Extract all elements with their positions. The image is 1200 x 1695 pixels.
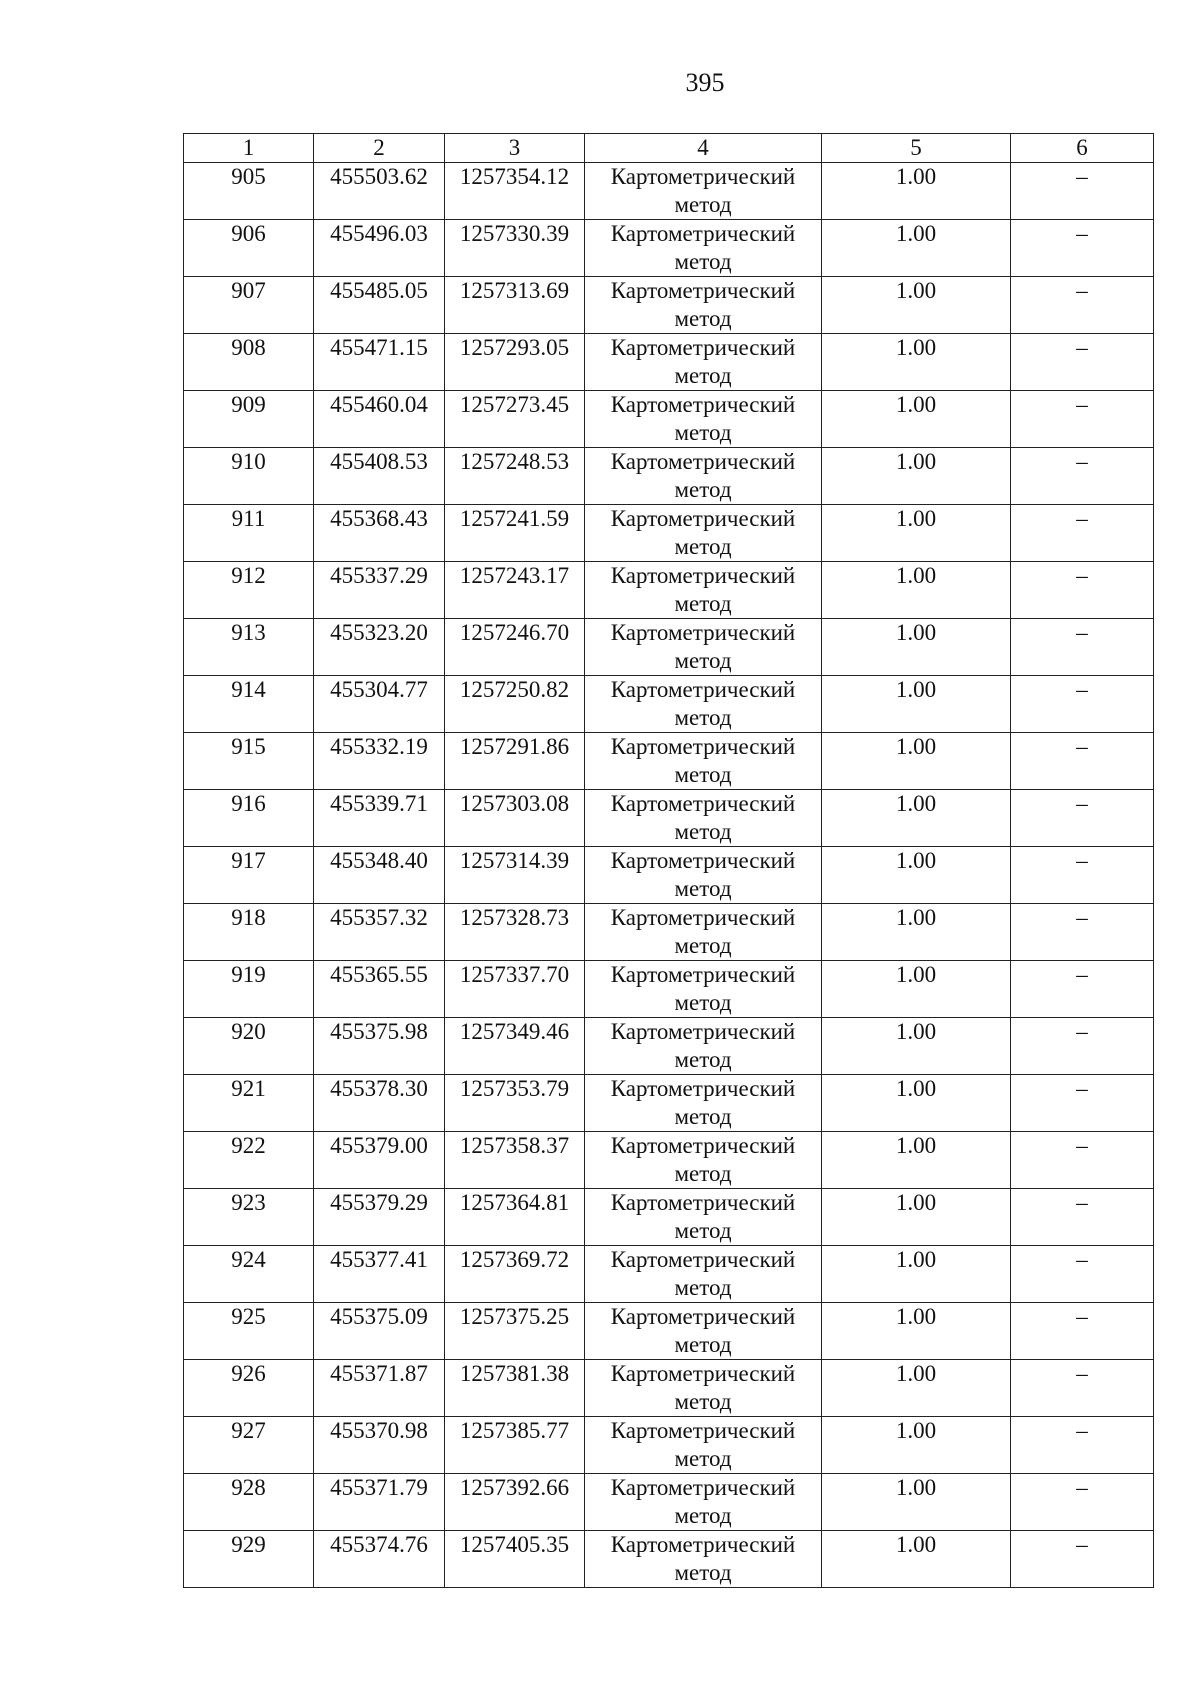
note-cell: – xyxy=(1011,676,1154,733)
y-coordinate-cell: 1257349.46 xyxy=(445,1018,585,1075)
accuracy-cell: 1.00 xyxy=(822,163,1011,220)
note-cell: – xyxy=(1011,334,1154,391)
method-cell xyxy=(585,619,822,676)
y-coordinate-cell: 1257353.79 xyxy=(445,1075,585,1132)
method-cell xyxy=(585,1360,822,1417)
point-number-cell: 915 xyxy=(184,733,314,790)
method-text-line1: Картометрический xyxy=(610,962,796,987)
x-coordinate-cell: 455379.29 xyxy=(314,1189,445,1246)
method-text-line1: Картометрический xyxy=(610,1418,796,1443)
x-coordinate-cell: 455460.04 xyxy=(314,391,445,448)
note-cell: – xyxy=(1011,1189,1154,1246)
y-coordinate-cell: 1257405.35 xyxy=(445,1531,585,1588)
point-number-cell: 909 xyxy=(184,391,314,448)
point-number-cell: 916 xyxy=(184,790,314,847)
method-text-line1: Картометрический xyxy=(610,734,796,759)
note-cell: – xyxy=(1011,1075,1154,1132)
table-row xyxy=(184,676,1154,733)
table-row xyxy=(184,1303,1154,1360)
method-text-line2: метод xyxy=(674,1560,732,1585)
x-coordinate-cell: 455332.19 xyxy=(314,733,445,790)
method-text-line2: метод xyxy=(674,705,732,730)
y-coordinate-cell: 1257358.37 xyxy=(445,1132,585,1189)
y-coordinate-cell: 1257248.53 xyxy=(445,448,585,505)
column-header: 6 xyxy=(1011,134,1154,163)
x-coordinate-cell: 455485.05 xyxy=(314,277,445,334)
method-text-line1: Картометрический xyxy=(610,449,796,474)
point-number-cell: 918 xyxy=(184,904,314,961)
x-coordinate-cell: 455357.32 xyxy=(314,904,445,961)
method-cell xyxy=(585,220,822,277)
method-text-line1: Картометрический xyxy=(610,1190,796,1215)
table-row xyxy=(184,163,1154,220)
y-coordinate-cell: 1257314.39 xyxy=(445,847,585,904)
method-text-line1: Картометрический xyxy=(610,1019,796,1044)
note-cell: – xyxy=(1011,277,1154,334)
table-row xyxy=(184,1189,1154,1246)
table-row xyxy=(184,1531,1154,1588)
table-row xyxy=(184,733,1154,790)
accuracy-cell: 1.00 xyxy=(822,1303,1011,1360)
accuracy-cell: 1.00 xyxy=(822,391,1011,448)
table-row xyxy=(184,1018,1154,1075)
note-cell: – xyxy=(1011,619,1154,676)
method-text-line1: Картометрический xyxy=(610,506,796,531)
table-row xyxy=(184,334,1154,391)
accuracy-cell: 1.00 xyxy=(822,1018,1011,1075)
point-number-cell: 929 xyxy=(184,1531,314,1588)
method-text-line2: метод xyxy=(674,1104,732,1129)
y-coordinate-cell: 1257364.81 xyxy=(445,1189,585,1246)
method-cell xyxy=(585,334,822,391)
note-cell: – xyxy=(1011,1417,1154,1474)
table-row xyxy=(184,904,1154,961)
method-text-line2: метод xyxy=(674,192,732,217)
x-coordinate-cell: 455377.41 xyxy=(314,1246,445,1303)
table-row xyxy=(184,505,1154,562)
table-row xyxy=(184,391,1154,448)
method-text-line2: метод xyxy=(674,591,732,616)
column-header: 4 xyxy=(585,134,822,163)
point-number-cell: 914 xyxy=(184,676,314,733)
point-number-cell: 921 xyxy=(184,1075,314,1132)
note-cell: – xyxy=(1011,904,1154,961)
y-coordinate-cell: 1257313.69 xyxy=(445,277,585,334)
accuracy-cell: 1.00 xyxy=(822,904,1011,961)
table-row xyxy=(184,1132,1154,1189)
method-cell xyxy=(585,277,822,334)
x-coordinate-cell: 455337.29 xyxy=(314,562,445,619)
point-number-cell: 920 xyxy=(184,1018,314,1075)
method-cell xyxy=(585,505,822,562)
x-coordinate-cell: 455371.87 xyxy=(314,1360,445,1417)
accuracy-cell: 1.00 xyxy=(822,1132,1011,1189)
point-number-cell: 913 xyxy=(184,619,314,676)
accuracy-cell: 1.00 xyxy=(822,505,1011,562)
y-coordinate-cell: 1257337.70 xyxy=(445,961,585,1018)
accuracy-cell: 1.00 xyxy=(822,676,1011,733)
x-coordinate-cell: 455379.00 xyxy=(314,1132,445,1189)
y-coordinate-cell: 1257291.86 xyxy=(445,733,585,790)
method-cell xyxy=(585,904,822,961)
method-cell xyxy=(585,1132,822,1189)
table-row xyxy=(184,448,1154,505)
table-row xyxy=(184,1474,1154,1531)
method-cell xyxy=(585,790,822,847)
method-text-line1: Картометрический xyxy=(610,905,796,930)
method-text-line2: метод xyxy=(674,306,732,331)
table-row xyxy=(184,1417,1154,1474)
method-text-line1: Картометрический xyxy=(610,164,796,189)
y-coordinate-cell: 1257369.72 xyxy=(445,1246,585,1303)
method-text-line1: Картометрический xyxy=(610,563,796,588)
y-coordinate-cell: 1257273.45 xyxy=(445,391,585,448)
y-coordinate-cell: 1257381.38 xyxy=(445,1360,585,1417)
method-text-line2: метод xyxy=(674,1047,732,1072)
y-coordinate-cell: 1257246.70 xyxy=(445,619,585,676)
x-coordinate-cell: 455471.15 xyxy=(314,334,445,391)
accuracy-cell: 1.00 xyxy=(822,1531,1011,1588)
method-cell xyxy=(585,676,822,733)
point-number-cell: 910 xyxy=(184,448,314,505)
method-text-line1: Картометрический xyxy=(610,335,796,360)
y-coordinate-cell: 1257375.25 xyxy=(445,1303,585,1360)
column-header: 2 xyxy=(314,134,445,163)
point-number-cell: 924 xyxy=(184,1246,314,1303)
method-text-line1: Картометрический xyxy=(610,1475,796,1500)
method-cell xyxy=(585,1246,822,1303)
table-row xyxy=(184,1075,1154,1132)
method-text-line2: метод xyxy=(674,1275,732,1300)
y-coordinate-cell: 1257293.05 xyxy=(445,334,585,391)
table-row xyxy=(184,220,1154,277)
method-text-line2: метод xyxy=(674,648,732,673)
note-cell: – xyxy=(1011,220,1154,277)
note-cell: – xyxy=(1011,1531,1154,1588)
method-text-line1: Картометрический xyxy=(610,392,796,417)
note-cell: – xyxy=(1011,163,1154,220)
note-cell: – xyxy=(1011,1132,1154,1189)
table-row xyxy=(184,961,1154,1018)
method-cell xyxy=(585,391,822,448)
accuracy-cell: 1.00 xyxy=(822,1360,1011,1417)
x-coordinate-cell: 455375.98 xyxy=(314,1018,445,1075)
x-coordinate-cell: 455365.55 xyxy=(314,961,445,1018)
point-number-cell: 927 xyxy=(184,1417,314,1474)
note-cell: – xyxy=(1011,562,1154,619)
x-coordinate-cell: 455408.53 xyxy=(314,448,445,505)
point-number-cell: 908 xyxy=(184,334,314,391)
x-coordinate-cell: 455348.40 xyxy=(314,847,445,904)
accuracy-cell: 1.00 xyxy=(822,1474,1011,1531)
x-coordinate-cell: 455503.62 xyxy=(314,163,445,220)
method-cell xyxy=(585,961,822,1018)
point-number-cell: 928 xyxy=(184,1474,314,1531)
column-header: 5 xyxy=(822,134,1011,163)
method-text-line1: Картометрический xyxy=(610,1076,796,1101)
accuracy-cell: 1.00 xyxy=(822,961,1011,1018)
accuracy-cell: 1.00 xyxy=(822,448,1011,505)
method-text-line2: метод xyxy=(674,249,732,274)
table-row xyxy=(184,277,1154,334)
method-text-line2: метод xyxy=(674,1332,732,1357)
note-cell: – xyxy=(1011,1018,1154,1075)
point-number-cell: 926 xyxy=(184,1360,314,1417)
method-text-line1: Картометрический xyxy=(610,278,796,303)
method-text-line1: Картометрический xyxy=(610,1247,796,1272)
x-coordinate-cell: 455323.20 xyxy=(314,619,445,676)
method-text-line2: метод xyxy=(674,933,732,958)
point-number-cell: 919 xyxy=(184,961,314,1018)
method-text-line1: Картометрический xyxy=(610,620,796,645)
note-cell: – xyxy=(1011,1246,1154,1303)
method-text-line1: Картометрический xyxy=(610,1361,796,1386)
method-cell xyxy=(585,733,822,790)
method-cell xyxy=(585,1018,822,1075)
table-header-row xyxy=(184,134,1154,163)
table-body xyxy=(184,163,1154,1588)
note-cell: – xyxy=(1011,1303,1154,1360)
accuracy-cell: 1.00 xyxy=(822,847,1011,904)
method-text-line1: Картометрический xyxy=(610,791,796,816)
accuracy-cell: 1.00 xyxy=(822,1189,1011,1246)
y-coordinate-cell: 1257392.66 xyxy=(445,1474,585,1531)
coordinates-table xyxy=(183,133,1154,1588)
point-number-cell: 907 xyxy=(184,277,314,334)
method-text-line2: метод xyxy=(674,477,732,502)
method-text-line2: метод xyxy=(674,1503,732,1528)
y-coordinate-cell: 1257250.82 xyxy=(445,676,585,733)
column-header: 3 xyxy=(445,134,585,163)
note-cell: – xyxy=(1011,961,1154,1018)
y-coordinate-cell: 1257243.17 xyxy=(445,562,585,619)
method-cell xyxy=(585,562,822,619)
method-text-line2: метод xyxy=(674,363,732,388)
method-text-line2: метод xyxy=(674,762,732,787)
table-row xyxy=(184,790,1154,847)
x-coordinate-cell: 455370.98 xyxy=(314,1417,445,1474)
accuracy-cell: 1.00 xyxy=(822,1417,1011,1474)
method-cell xyxy=(585,1474,822,1531)
note-cell: – xyxy=(1011,847,1154,904)
note-cell: – xyxy=(1011,1360,1154,1417)
method-text-line2: метод xyxy=(674,819,732,844)
accuracy-cell: 1.00 xyxy=(822,334,1011,391)
accuracy-cell: 1.00 xyxy=(822,562,1011,619)
accuracy-cell: 1.00 xyxy=(822,1246,1011,1303)
table-row xyxy=(184,1360,1154,1417)
point-number-cell: 911 xyxy=(184,505,314,562)
y-coordinate-cell: 1257303.08 xyxy=(445,790,585,847)
method-cell xyxy=(585,1303,822,1360)
method-text-line1: Картометрический xyxy=(610,848,796,873)
method-text-line2: метод xyxy=(674,990,732,1015)
method-text-line2: метод xyxy=(674,534,732,559)
x-coordinate-cell: 455371.79 xyxy=(314,1474,445,1531)
method-cell xyxy=(585,1417,822,1474)
note-cell: – xyxy=(1011,733,1154,790)
table-row xyxy=(184,619,1154,676)
column-header: 1 xyxy=(184,134,314,163)
y-coordinate-cell: 1257385.77 xyxy=(445,1417,585,1474)
point-number-cell: 922 xyxy=(184,1132,314,1189)
y-coordinate-cell: 1257328.73 xyxy=(445,904,585,961)
method-cell xyxy=(585,1531,822,1588)
method-text-line2: метод xyxy=(674,1218,732,1243)
y-coordinate-cell: 1257241.59 xyxy=(445,505,585,562)
accuracy-cell: 1.00 xyxy=(822,790,1011,847)
point-number-cell: 923 xyxy=(184,1189,314,1246)
method-cell xyxy=(585,448,822,505)
y-coordinate-cell: 1257330.39 xyxy=(445,220,585,277)
note-cell: – xyxy=(1011,790,1154,847)
table-row xyxy=(184,1246,1154,1303)
x-coordinate-cell: 455378.30 xyxy=(314,1075,445,1132)
method-cell xyxy=(585,847,822,904)
table-row xyxy=(184,847,1154,904)
x-coordinate-cell: 455368.43 xyxy=(314,505,445,562)
method-cell xyxy=(585,1075,822,1132)
table-row xyxy=(184,562,1154,619)
method-text-line2: метод xyxy=(674,420,732,445)
method-text-line2: метод xyxy=(674,1446,732,1471)
accuracy-cell: 1.00 xyxy=(822,1075,1011,1132)
method-text-line1: Картометрический xyxy=(610,1304,796,1329)
method-text-line1: Картометрический xyxy=(610,221,796,246)
method-text-line1: Картометрический xyxy=(610,677,796,702)
point-number-cell: 917 xyxy=(184,847,314,904)
accuracy-cell: 1.00 xyxy=(822,733,1011,790)
accuracy-cell: 1.00 xyxy=(822,619,1011,676)
x-coordinate-cell: 455496.03 xyxy=(314,220,445,277)
point-number-cell: 905 xyxy=(184,163,314,220)
note-cell: – xyxy=(1011,505,1154,562)
x-coordinate-cell: 455304.77 xyxy=(314,676,445,733)
point-number-cell: 912 xyxy=(184,562,314,619)
method-text-line1: Картометрический xyxy=(610,1133,796,1158)
accuracy-cell: 1.00 xyxy=(822,220,1011,277)
y-coordinate-cell: 1257354.12 xyxy=(445,163,585,220)
note-cell: – xyxy=(1011,1474,1154,1531)
method-cell xyxy=(585,163,822,220)
method-cell xyxy=(585,1189,822,1246)
accuracy-cell: 1.00 xyxy=(822,277,1011,334)
method-text-line2: метод xyxy=(674,1161,732,1186)
x-coordinate-cell: 455374.76 xyxy=(314,1531,445,1588)
note-cell: – xyxy=(1011,448,1154,505)
point-number-cell: 906 xyxy=(184,220,314,277)
page-number: 395 xyxy=(685,68,725,97)
note-cell: – xyxy=(1011,391,1154,448)
point-number-cell: 925 xyxy=(184,1303,314,1360)
method-text-line2: метод xyxy=(674,876,732,901)
method-text-line2: метод xyxy=(674,1389,732,1414)
x-coordinate-cell: 455339.71 xyxy=(314,790,445,847)
method-text-line1: Картометрический xyxy=(610,1532,796,1557)
x-coordinate-cell: 455375.09 xyxy=(314,1303,445,1360)
